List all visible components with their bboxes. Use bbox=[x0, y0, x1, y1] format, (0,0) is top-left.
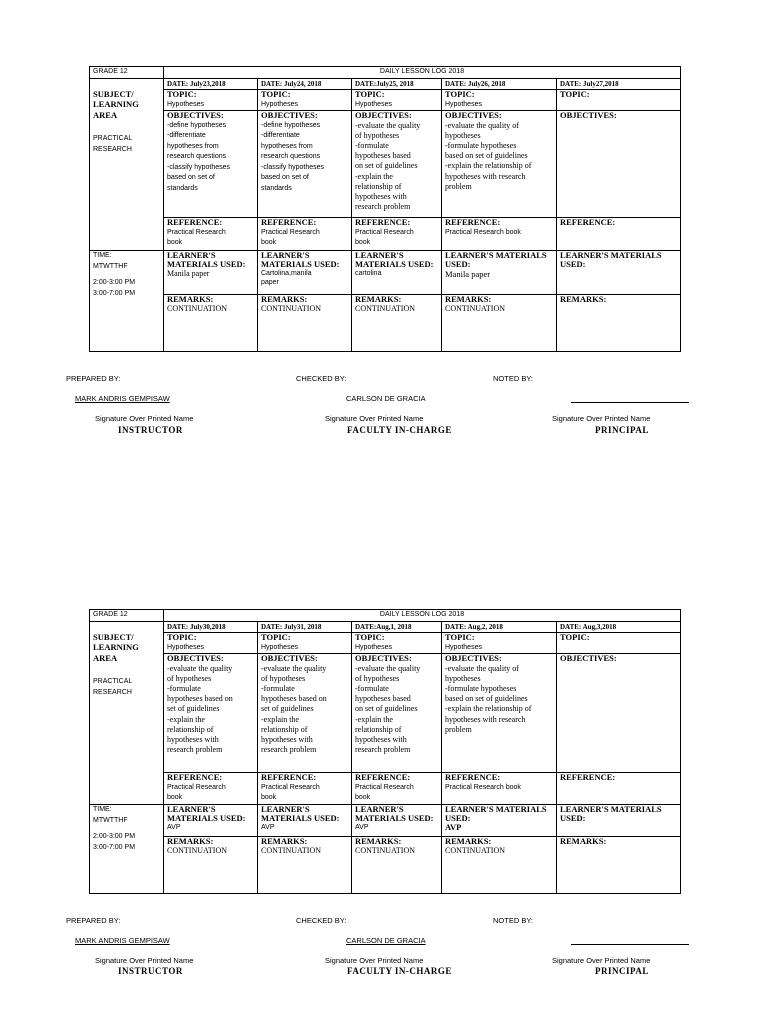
objectives-cell: OBJECTIVES: -evaluate the quality of hypotheses -formulate hypotheses based on set of guidelines -explain the relationship of hypotheses with research problem bbox=[442, 111, 557, 218]
materials-cell: LEARNER'S MATERIALS USED: Manila paper bbox=[164, 251, 258, 295]
time-cell: TIME: MTWTTHF 2:00-3:00 PM 3:00-7:00 PM bbox=[90, 805, 164, 894]
materials-cell: LEARNER'S MATERIALS USED: AVP bbox=[164, 805, 258, 837]
objectives-cell: OBJECTIVES: bbox=[557, 654, 681, 773]
date-cell: DATE: July26, 2018 bbox=[442, 78, 557, 90]
checked-name: CARLSON DE GRACIA bbox=[346, 936, 426, 945]
reference-cell: REFERENCE: Practical Research book bbox=[442, 218, 557, 251]
date-cell: DATE: Aug,3,2018 bbox=[557, 621, 681, 633]
noted-by-label: NOTED BY: bbox=[493, 374, 534, 383]
noted-role: PRINCIPAL bbox=[595, 966, 649, 976]
lesson-log-2 bbox=[89, 609, 680, 894]
prepared-by-label: PREPARED BY: bbox=[66, 374, 121, 383]
signature-caption: Signature Over Printed Name bbox=[325, 956, 424, 965]
objectives-cell: OBJECTIVES: -evaluate the quality of hypotheses -formulate hypotheses based on set of guidelines -explain the relationship of hypotheses with research problem bbox=[258, 654, 352, 773]
reference-cell: REFERENCE: Practical Research book bbox=[164, 218, 258, 251]
reference-cell: REFERENCE: Practical Research book bbox=[352, 218, 442, 251]
objectives-cell: OBJECTIVES: -evaluate the quality of hypotheses -formulate hypotheses based on set of guidelines -explain the relationship of hypotheses with research problem bbox=[442, 654, 557, 773]
prepared-by-label: PREPARED BY: bbox=[66, 916, 121, 925]
remarks-cell: REMARKS: CONTINUATION bbox=[164, 837, 258, 894]
noted-name-blank bbox=[571, 394, 689, 405]
topic-cell: TOPIC: Hypotheses bbox=[352, 90, 442, 111]
materials-cell: LEARNER'S MATERIALS USED: bbox=[557, 805, 681, 837]
reference-cell: REFERENCE: Practical Research book bbox=[442, 773, 557, 805]
reference-cell: REFERENCE: Practical Research book bbox=[258, 773, 352, 805]
checked-name: CARLSON DE GRACIA bbox=[346, 394, 426, 403]
date-cell: DATE: July31, 2018 bbox=[258, 621, 352, 633]
noted-name-blank bbox=[571, 936, 689, 947]
materials-cell: LEARNER'S MATERIALS USED: Manila paper bbox=[442, 251, 557, 295]
signature-caption: Signature Over Printed Name bbox=[95, 414, 194, 423]
topic-cell: TOPIC: Hypotheses bbox=[442, 90, 557, 111]
date-cell: DATE:Aug,1, 2018 bbox=[352, 621, 442, 633]
date-cell: DATE: July27,2018 bbox=[557, 78, 681, 90]
reference-cell: REFERENCE: bbox=[557, 218, 681, 251]
checked-by-label: CHECKED BY: bbox=[296, 374, 347, 383]
noted-role: PRINCIPAL bbox=[595, 425, 649, 435]
topic-cell: TOPIC: Hypotheses bbox=[258, 633, 352, 654]
materials-cell: LEARNER'S MATERIALS USED: AVP bbox=[352, 805, 442, 837]
signature-caption: Signature Over Printed Name bbox=[552, 956, 651, 965]
log-title: DAILY LESSON LOG 2018 bbox=[164, 610, 681, 622]
objectives-cell: OBJECTIVES: -evaluate the quality of hypotheses -formulate hypotheses based on set of guidelines -explain the relationship of hypotheses with research problem bbox=[164, 654, 258, 773]
lesson-log-table bbox=[89, 66, 681, 352]
objectives-cell: OBJECTIVES: -evaluate the quality of hypotheses -formulate hypotheses based on set of guidelines -explain the relationship of hypotheses with research problem bbox=[352, 111, 442, 218]
materials-cell: LEARNER'S MATERIALS USED: Cartolina,manila paper bbox=[258, 251, 352, 295]
time-cell: TIME: MTWTTHF 2:00-3:00 PM 3:00-7:00 PM bbox=[90, 251, 164, 352]
reference-cell: REFERENCE: Practical Research book bbox=[164, 773, 258, 805]
date-cell: DATE: July23,2018 bbox=[164, 78, 258, 90]
date-cell: DATE:July25, 2018 bbox=[352, 78, 442, 90]
topic-cell: TOPIC: Hypotheses bbox=[258, 90, 352, 111]
lesson-log-table bbox=[89, 609, 681, 894]
date-cell: DATE: July24, 2018 bbox=[258, 78, 352, 90]
grade-cell: GRADE 12 bbox=[90, 610, 164, 622]
lesson-log-1 bbox=[89, 66, 680, 352]
subject-cell: SUBJECT/ LEARNING AREA PRACTICAL RESEARCH bbox=[90, 78, 164, 251]
reference-cell: REFERENCE: bbox=[557, 773, 681, 805]
prepared-name: MARK ANDRIS GEMPISAW bbox=[75, 936, 170, 945]
objectives-cell: OBJECTIVES: -define hypotheses -differentiate hypotheses from research questions -classify hypotheses based on set of standards bbox=[164, 111, 258, 218]
date-cell: DATE: July30,2018 bbox=[164, 621, 258, 633]
checked-by-label: CHECKED BY: bbox=[296, 916, 347, 925]
topic-cell: TOPIC: bbox=[557, 90, 681, 111]
materials-cell: LEARNER'S MATERIALS USED: bbox=[557, 251, 681, 295]
reference-cell: REFERENCE: Practical Research book bbox=[258, 218, 352, 251]
remarks-cell: REMARKS: CONTINUATION bbox=[164, 295, 258, 352]
topic-cell: TOPIC: Hypotheses bbox=[164, 633, 258, 654]
objectives-cell: OBJECTIVES: -evaluate the quality of hypotheses -formulate hypotheses based on set of guidelines -explain the relationship of hypotheses with research problem bbox=[352, 654, 442, 773]
checked-role: FACULTY IN-CHARGE bbox=[347, 966, 452, 976]
prepared-role: INSTRUCTOR bbox=[118, 966, 183, 976]
remarks-cell: REMARKS: CONTINUATION bbox=[258, 295, 352, 352]
remarks-cell: REMARKS: CONTINUATION bbox=[442, 837, 557, 894]
checked-role: FACULTY IN-CHARGE bbox=[347, 425, 452, 435]
reference-cell: REFERENCE: Practical Research book bbox=[352, 773, 442, 805]
remarks-cell: REMARKS: CONTINUATION bbox=[442, 295, 557, 352]
prepared-role: INSTRUCTOR bbox=[118, 425, 183, 435]
topic-cell: TOPIC: Hypotheses bbox=[442, 633, 557, 654]
signature-caption: Signature Over Printed Name bbox=[95, 956, 194, 965]
remarks-cell: REMARKS: CONTINUATION bbox=[352, 295, 442, 352]
materials-cell: LEARNER'S MATERIALS USED: AVP bbox=[442, 805, 557, 837]
topic-cell: TOPIC: bbox=[557, 633, 681, 654]
noted-by-label: NOTED BY: bbox=[493, 916, 534, 925]
objectives-cell: OBJECTIVES: bbox=[557, 111, 681, 218]
materials-cell: LEARNER'S MATERIALS USED: cartolina bbox=[352, 251, 442, 295]
topic-cell: TOPIC: Hypotheses bbox=[352, 633, 442, 654]
topic-cell: TOPIC: Hypotheses bbox=[164, 90, 258, 111]
objectives-cell: OBJECTIVES: -define hypotheses -differentiate hypotheses from research questions -classify hypotheses based on set of standards bbox=[258, 111, 352, 218]
prepared-name: MARK ANDRIS GEMPISAW bbox=[75, 394, 170, 403]
materials-cell: LEARNER'S MATERIALS USED: AVP bbox=[258, 805, 352, 837]
signature-caption: Signature Over Printed Name bbox=[325, 414, 424, 423]
remarks-cell: REMARKS: bbox=[557, 837, 681, 894]
remarks-cell: REMARKS: CONTINUATION bbox=[258, 837, 352, 894]
remarks-cell: REMARKS: CONTINUATION bbox=[352, 837, 442, 894]
remarks-cell: REMARKS: bbox=[557, 295, 681, 352]
log-title: DAILY LESSON LOG 2018 bbox=[164, 67, 681, 79]
subject-cell: SUBJECT/ LEARNING AREA PRACTICAL RESEARCH bbox=[90, 621, 164, 805]
date-cell: DATE: Aug,2, 2018 bbox=[442, 621, 557, 633]
grade-cell: GRADE 12 bbox=[90, 67, 164, 79]
signature-caption: Signature Over Printed Name bbox=[552, 414, 651, 423]
